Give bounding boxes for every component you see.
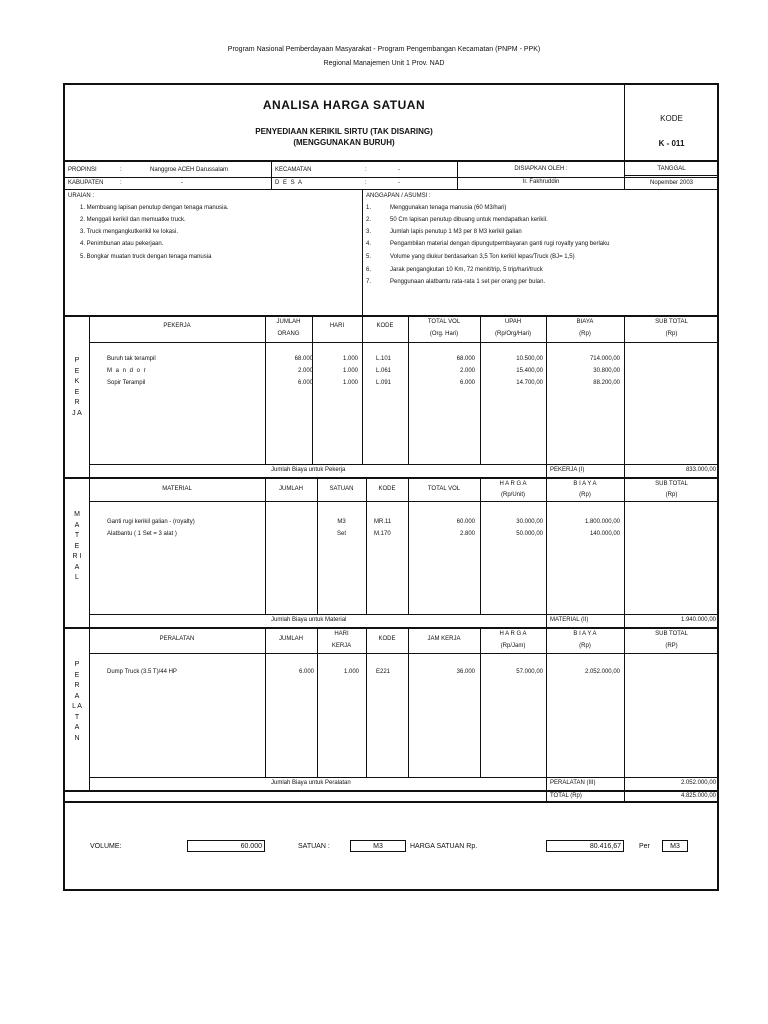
kecamatan-value: - — [398, 167, 400, 173]
pekerja-row-jumlah: 68.000 — [294, 356, 313, 362]
peralatan-col-subtotal-unit: (RP) — [665, 643, 678, 649]
pekerja-row-vol: 68.000 — [456, 356, 475, 362]
anggapan-no: 3. — [366, 229, 372, 235]
pekerja-col-kode: KODE — [376, 323, 394, 329]
material-total-label: MATERIAL (II) — [550, 617, 589, 623]
peralatan-col-hari-unit: KERJA — [331, 643, 352, 649]
pekerja-row-vol: 2.000 — [459, 368, 475, 374]
material-col-vol: TOTAL VOL — [427, 486, 461, 492]
anggapan-no: 6. — [366, 267, 372, 273]
peralatan-col-hari: HARI — [334, 631, 349, 637]
kabupaten-value: - — [181, 180, 183, 186]
satuan-value: M3 — [350, 840, 406, 852]
kecamatan-colon: : — [365, 167, 367, 173]
grand-total-value: 4.825.000,00 — [680, 793, 716, 799]
propinsi-colon: : — [120, 167, 122, 173]
pekerja-row-biaya: 30.800,00 — [593, 368, 620, 374]
material-row-harga: 30.000,00 — [516, 519, 543, 525]
pekerja-col-subtotal-unit: (Rp) — [665, 331, 678, 337]
harga-satuan-label: HARGA SATUAN Rp. — [410, 843, 478, 850]
kabupaten-label: KABUPATEN — [68, 180, 104, 186]
harga-satuan-value: 80.416,67 — [546, 840, 624, 852]
material-col-jumlah: JUMLAH — [278, 486, 303, 492]
peralatan-col-biaya: B I A Y A — [573, 631, 597, 637]
peralatan-side-label: P E R A L A T A N — [72, 661, 82, 742]
anggapan-text: 50 Cm lapisan penutup dibuang untuk mendapatkan kerikil. — [390, 217, 548, 223]
pekerja-col-hari: HARI — [329, 323, 345, 329]
peralatan-col-subtotal: SUB TOTAL — [655, 631, 688, 637]
peralatan-col-harga-unit: (Rp/Jam) — [500, 643, 526, 649]
grand-total-label: TOTAL (Rp) — [550, 793, 582, 799]
peralatan-col-biaya-unit: (Rp) — [579, 643, 591, 649]
material-col-harga-unit: (Rp/Unit) — [500, 492, 525, 498]
kode-label: KODE — [660, 114, 683, 123]
material-col-name: MATERIAL — [162, 486, 192, 492]
volume-value: 60.000 — [187, 840, 265, 852]
material-row-vol: 60.000 — [456, 519, 475, 525]
material-col-biaya-unit: (Rp) — [579, 492, 591, 498]
anggapan-text: Penggunaan alatbantu rata-rata 1 set per orang per bulan. — [390, 279, 546, 285]
disiapkan-label: DISIAPKAN OLEH : — [514, 166, 568, 172]
pekerja-total-value: 833.000,00 — [685, 467, 716, 473]
volume-label: VOLUME: — [90, 843, 122, 850]
material-row-name: Alatbantu ( 1 Set = 3 alat ) — [107, 531, 177, 537]
material-col-kode: KODE — [378, 486, 396, 492]
propinsi-value: Nanggroe ACEH Darussalam — [150, 167, 229, 173]
kecamatan-label: KECAMATAN — [275, 167, 312, 173]
material-row-vol: 2.800 — [459, 531, 475, 537]
peralatan-row-biaya: 2.052.000,00 — [584, 669, 620, 675]
pekerja-row-upah: 14.700,00 — [516, 380, 543, 386]
peralatan-col-name: PERALATAN — [159, 636, 195, 642]
uraian-item: 2. Menggali kerikil dan memuatke truck. — [80, 217, 186, 223]
desa-colon: : — [365, 180, 367, 186]
pekerja-row-hari: 1.000 — [342, 380, 358, 386]
material-side-label: M A T E R I A L — [72, 511, 82, 581]
uraian-title: URAIAN : — [68, 193, 95, 199]
material-total-value: 1.940.000,00 — [680, 617, 716, 623]
pekerja-col-jumlah: JUMLAH — [276, 319, 301, 325]
material-row-biaya: 1.800.000,00 — [584, 519, 620, 525]
material-footer-label: Jumlah Biaya untuk Material — [271, 617, 347, 623]
pekerja-side-label: P E K E R J A — [72, 357, 82, 417]
pekerja-row-upah: 15.400,00 — [516, 368, 543, 374]
peralatan-footer-label: Jumlah Biaya untuk Peralatan — [271, 780, 351, 786]
pekerja-row-biaya: 714.000,00 — [589, 356, 620, 362]
material-row-satuan: M3 — [337, 519, 346, 525]
peralatan-col-jumlah: JUMLAH — [278, 636, 303, 642]
uraian-item: 3. Truck mengangkutkerikil ke lokasi. — [80, 229, 179, 235]
pekerja-col-name: PEKERJA — [163, 323, 191, 329]
pekerja-row-name: Buruh tak terampil — [107, 356, 156, 362]
material-row-kode: MR.11 — [374, 519, 392, 525]
satuan-label: SATUAN : — [298, 843, 330, 850]
peralatan-total-value: 2.052.000,00 — [680, 780, 716, 786]
pekerja-row-name: M a n d o r — [107, 368, 147, 374]
anggapan-title: ANGGAPAN / ASUMSI : — [366, 193, 431, 199]
material-col-harga: H A R G A — [499, 481, 527, 487]
material-col-satuan: SATUAN — [329, 486, 354, 492]
anggapan-no: 2. — [366, 217, 372, 223]
uraian-item: 1. Membuang lapisan penutup dengan tenaga manusia. — [80, 205, 229, 211]
header-program: Program Nasional Pemberdayaan Masyarakat - Program Pengembangan Kecamatan (PNPM - PPK) — [227, 46, 541, 53]
per-label: Per — [639, 843, 650, 850]
material-col-subtotal: SUB TOTAL — [655, 481, 688, 487]
pekerja-row-hari: 1.000 — [342, 356, 358, 362]
anggapan-no: 7. — [366, 279, 372, 285]
anggapan-text: Jumlah lapis penutup 1 M3 per 8 M3 kerikil galian — [390, 229, 522, 235]
uraian-item: 4. Penimbunan atau pekerjaan. — [80, 241, 164, 247]
anggapan-text: Volume yang diukur berdasarkan 3,5 Ton kerikil lepas/Truck (BJ= 1,5) — [390, 254, 575, 260]
peralatan-row-jumlah: 6.000 — [298, 669, 314, 675]
pekerja-col-upah-unit: (Rp/Org/Hari) — [494, 331, 531, 337]
anggapan-text: Pengambilan material dengan dipungutpembayaran ganti rugi royalty yang berlaku — [390, 241, 610, 247]
pekerja-row-vol: 6.000 — [459, 380, 475, 386]
peralatan-row-hari: 1.000 — [343, 669, 359, 675]
peralatan-col-kode: KODE — [378, 636, 396, 642]
pekerja-row-biaya: 88.200,00 — [593, 380, 620, 386]
uraian-item: 5. Bongkar muatan truck dengan tenaga manusia — [80, 254, 212, 260]
header-region: Regional Manajemen Unit 1 Prov. NAD — [323, 60, 445, 67]
peralatan-col-harga: H A R G A — [499, 631, 527, 637]
peralatan-row-kode: E221 — [376, 669, 391, 675]
tanggal-value: Nopember 2003 — [649, 180, 694, 186]
material-row-kode: M.170 — [374, 531, 391, 537]
pekerja-row-kode: L.101 — [376, 356, 392, 362]
pekerja-col-upah: UPAH — [504, 319, 522, 325]
material-row-biaya: 140.000,00 — [589, 531, 620, 537]
pekerja-col-biaya: BIAYA — [576, 319, 594, 325]
page-subtitle-1: PENYEDIAAN KERIKIL SIRTU (TAK DISARING) — [255, 127, 433, 136]
material-row-name: Ganti rugi kerikil galian - (royalty) — [107, 519, 195, 525]
pekerja-col-vol: TOTAL VOL — [427, 319, 461, 325]
material-col-biaya: B I A Y A — [573, 481, 597, 487]
kabupaten-colon: : — [120, 180, 122, 186]
material-row-satuan: Set — [336, 531, 346, 537]
pekerja-row-kode: L.091 — [376, 380, 392, 386]
pekerja-row-hari: 1.000 — [342, 368, 358, 374]
tanggal-label: TANGGAL — [657, 166, 686, 172]
anggapan-no: 4. — [366, 241, 372, 247]
pekerja-row-name: Sopir Terampil — [107, 380, 146, 386]
peralatan-row-harga: 57.000,00 — [516, 669, 543, 675]
material-col-subtotal-unit: (Rp) — [665, 492, 678, 498]
pekerja-col-biaya-unit: (Rp) — [579, 331, 591, 337]
peralatan-col-jam: JAM KERJA — [427, 636, 461, 642]
propinsi-label: PROPINSI — [68, 167, 97, 173]
page-subtitle-2: (MENGGUNAKAN BURUH) — [293, 138, 395, 147]
peralatan-total-label: PERALATAN (III) — [550, 780, 596, 786]
pekerja-col-jumlah-unit: ORANG — [277, 331, 300, 337]
pekerja-row-jumlah: 6.000 — [297, 380, 313, 386]
per-value: M3 — [662, 840, 688, 852]
pekerja-total-label: PEKERJA (I) — [550, 467, 585, 473]
anggapan-text: Menggunakan tenaga manusia (60 M3/hari) — [390, 205, 507, 211]
anggapan-text: Jarak pengangkutan 10 Km, 72 menit/trip, 5 trip/hari/truck — [390, 267, 543, 273]
pekerja-row-jumlah: 2.000 — [297, 368, 313, 374]
anggapan-no: 5. — [366, 254, 372, 260]
desa-value: - — [398, 180, 400, 186]
peralatan-row-name: Dump Truck (3.5 T)/44 HP — [107, 669, 177, 675]
pekerja-row-upah: 10.500,00 — [516, 356, 543, 362]
pekerja-footer-label: Jumlah Biaya untuk Pekerja — [271, 467, 346, 473]
pekerja-row-kode: L.061 — [376, 368, 392, 374]
pekerja-col-subtotal: SUB TOTAL — [655, 319, 688, 325]
peralatan-row-jam: 36.000 — [456, 669, 475, 675]
page-title: ANALISA HARGA SATUAN — [262, 98, 426, 112]
disiapkan-value: Ir. Fakhruddin — [522, 179, 560, 185]
desa-label: D E S A — [275, 180, 304, 186]
kode-value: K - 011 — [658, 139, 685, 148]
material-row-harga: 50.000,00 — [516, 531, 543, 537]
anggapan-no: 1. — [366, 205, 372, 211]
pekerja-col-vol-unit: (Org. Hari) — [429, 331, 459, 337]
